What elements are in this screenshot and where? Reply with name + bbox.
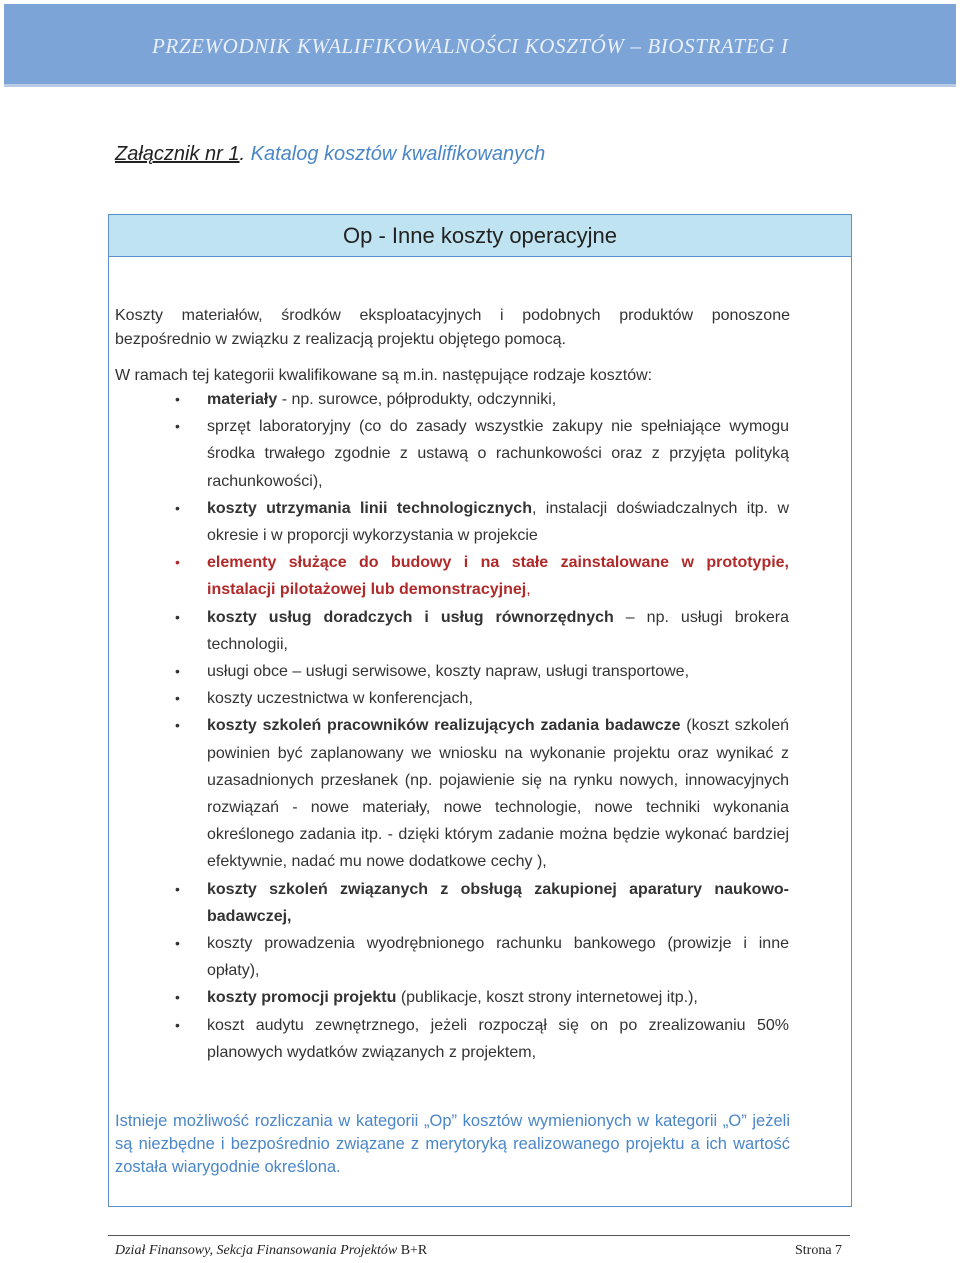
list-item: • koszty prowadzenia wyodrębnionego rachunku bankowego (prowizje i inne opłaty), <box>207 930 789 984</box>
attachment-label: Załącznik nr 1 <box>115 143 240 165</box>
list-item: • koszt audytu zewnętrznego, jeżeli rozpoczął się on po zrealizowaniu 50% planowych wydatków związanych z projektem, <box>207 1012 789 1066</box>
list-item: • koszty promocji projektu (publikacje, koszt strony internetowej itp.), <box>207 984 789 1011</box>
attachment-title: Katalog kosztów kwalifikowanych <box>250 143 546 165</box>
footer-divider <box>108 1235 850 1236</box>
cost-list <box>207 386 789 1066</box>
category-intro: Koszty materiałów, środków eksploatacyjnych i podobnych produktów ponoszone bezpośrednio w związku z realizacją projektu objętego pomocą. <box>115 307 790 348</box>
list-item: • koszty szkoleń pracowników realizujących zadania badawcze (koszt szkoleń powinien być zaplanowany we wniosku na wykonanie projektu oraz wynikać z uzasadnionych przesłanek (np. pojawienie się na rynku nowych, innowacyjnych rozwiązań - nowe materiały, nowe technologie, nowe techniki wykonania określonego zadania itp. - dzięki którym zadanie można będzie wykonać bardziej efektywnie, nadać mu nowe dodatkowe cechy ), <box>207 712 789 875</box>
footer-department: Dział Finansowy, Sekcja Finansowania Projektów B+R <box>115 1243 428 1258</box>
attachment-heading <box>115 143 545 166</box>
category-box <box>108 214 852 1207</box>
list-item: • koszty utrzymania linii technologicznych, instalacji doświadczalnych itp. w okresie i w proporcji wykorzystania w projekcie <box>207 495 789 549</box>
list-item: • sprzęt laboratoryjny (co do zasady wszystkie zakupy nie spełniające wymogu środka trwałego zgodnie z ustawą o rachunkowości oraz z przyjęta polityką rachunkowości), <box>207 413 789 495</box>
category-title: Op - Inne koszty operacyjne <box>109 215 851 257</box>
running-header-band <box>4 4 956 87</box>
attachment-dot: . <box>239 143 246 165</box>
list-item: • materiały - np. surowce, półprodukty, odczynniki, <box>207 386 789 413</box>
category-range-line: W ramach tej kategorii kwalifikowane są m.in. następujące rodzaje kosztów: <box>115 367 653 384</box>
page-number: Strona 7 <box>795 1243 843 1258</box>
list-item: • koszty uczestnictwa w konferencjach, <box>207 685 789 712</box>
list-item: • koszty usług doradczych i usług równorzędnych – np. usługi brokera technologii, <box>207 604 789 658</box>
list-item: • usługi obce – usługi serwisowe, koszty napraw, usługi transportowe, <box>207 658 789 685</box>
running-header-title: PRZEWODNIK KWALIFIKOWALNOŚCI KOSZTÓW – BIOSTRATEG I <box>152 34 789 58</box>
list-item-highlighted: • elementy służące do budowy i na stałe zainstalowane w prototypie, instalacji pilotażowej lub demonstracyjnej, <box>207 549 789 603</box>
category-note: Istnieje możliwość rozliczania w kategorii „Op” kosztów wymienionych w kategorii „O” jeżeli są niezbędne i bezpośrednio związane z merytoryką realizowanego projektu a ich wartość została wiarygodnie określona. <box>115 1112 790 1176</box>
list-item: • koszty szkoleń związanych z obsługą zakupionej aparatury naukowo-badawczej, <box>207 876 789 930</box>
